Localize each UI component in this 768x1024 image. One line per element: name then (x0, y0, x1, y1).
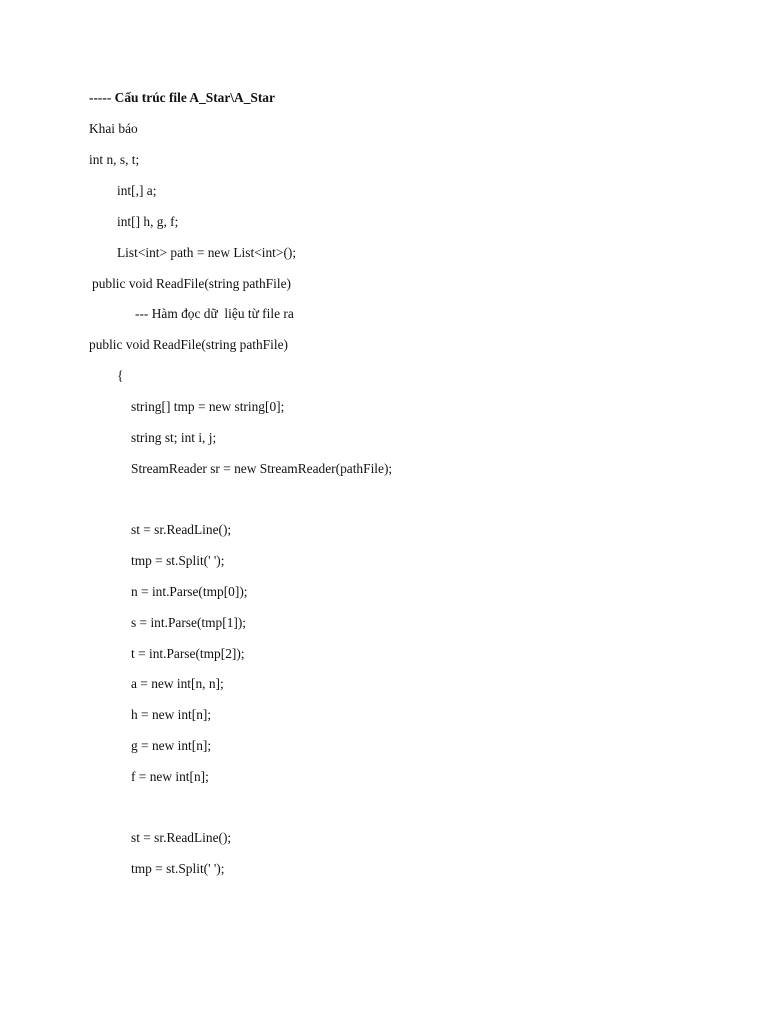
section-label: Khai báo (89, 121, 138, 136)
code-line: f = new int[n]; (131, 769, 209, 784)
code-line: tmp = st.Split(' '); (131, 553, 225, 568)
code-line: public void ReadFile(string pathFile) (92, 276, 291, 291)
document-heading: ----- Cấu trúc file A_Star\A_Star (89, 90, 275, 105)
code-line: string[] tmp = new string[0]; (131, 399, 285, 414)
code-line: s = int.Parse(tmp[1]); (131, 615, 247, 630)
code-line: public void ReadFile(string pathFile) (89, 337, 288, 352)
code-line: t = int.Parse(tmp[2]); (131, 646, 245, 661)
code-line: tmp = st.Split(' '); (131, 861, 225, 876)
code-line: a = new int[n, n]; (131, 676, 224, 691)
code-line: g = new int[n]; (131, 738, 212, 753)
comment-line: --- Hàm đọc dữ liệu từ file ra (135, 306, 294, 321)
code-line: List<int> path = new List<int>(); (117, 245, 297, 260)
code-line: { (117, 368, 124, 383)
code-line: h = new int[n]; (131, 707, 212, 722)
code-line: st = sr.ReadLine(); (131, 522, 232, 537)
code-line: int[,] a; (117, 183, 157, 198)
code-line: n = int.Parse(tmp[0]); (131, 584, 248, 599)
code-line: st = sr.ReadLine(); (131, 830, 232, 845)
code-line: int n, s, t; (89, 152, 140, 167)
code-line: int[] h, g, f; (117, 214, 179, 229)
code-line: string st; int i, j; (131, 430, 217, 445)
code-line: StreamReader sr = new StreamReader(pathFile); (131, 461, 393, 476)
